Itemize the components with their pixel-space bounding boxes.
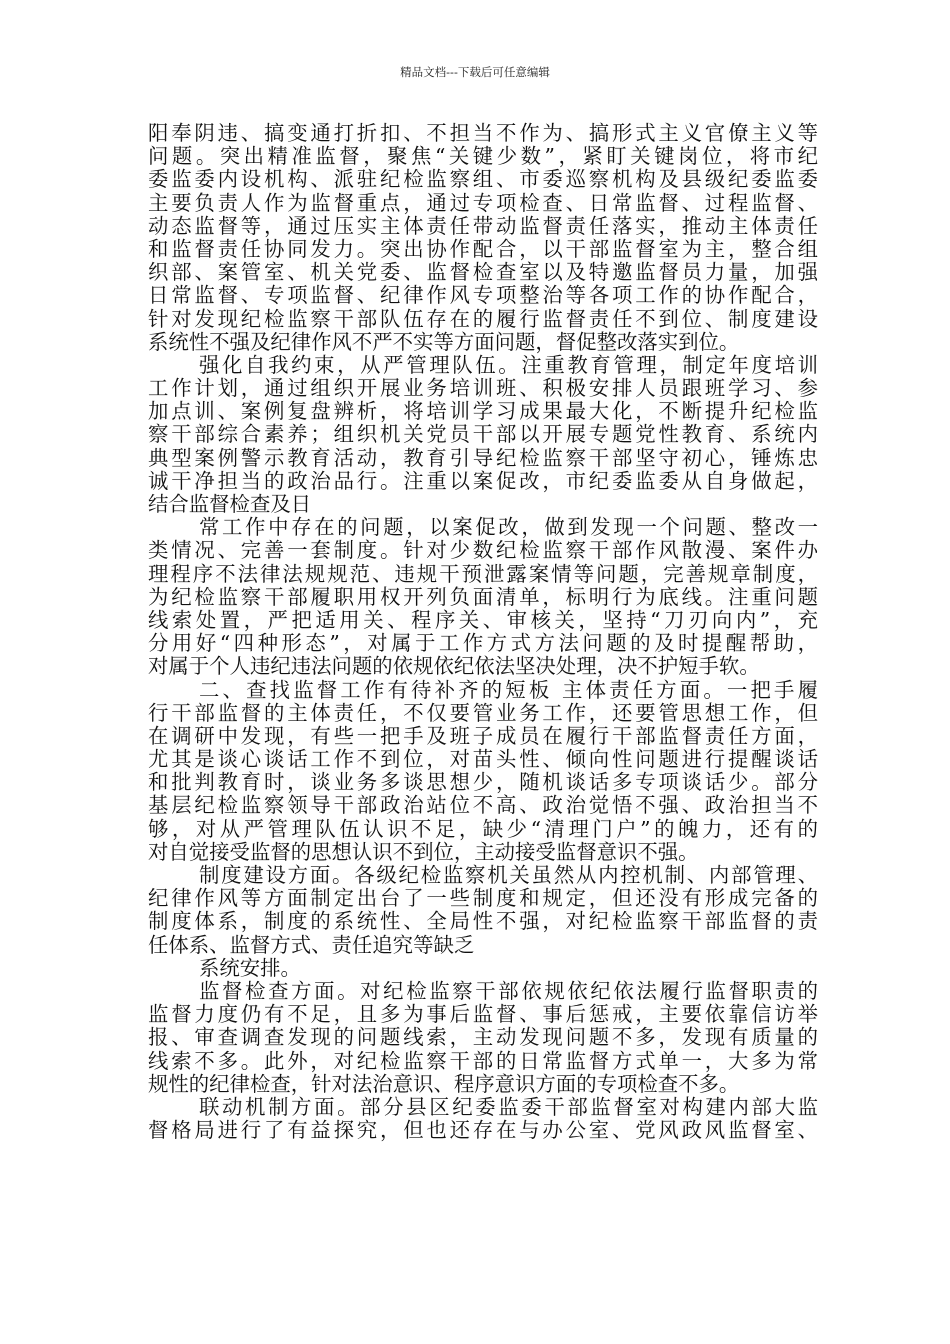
text-line: 在调研中发现，有些一把手及班子成员在履行干部监督责任方面， <box>148 723 818 748</box>
text-line: 联动机制方面。部分县区纪委监委干部监督室对构建内部大监 <box>199 1094 818 1119</box>
text-line: 结合监督检查及日 <box>148 492 312 516</box>
text-line: 对属于个人违纪违法问题的依规依纪依法坚决处理，决不护短手软。 <box>148 654 760 679</box>
text-line: 基层纪检监察领导干部政治站位不高、政治觉悟不强、政治担当不 <box>148 793 818 818</box>
text-line: 动态监督等，通过压实主体责任带动监督责任落实，推动主体责任 <box>148 213 818 238</box>
text-line: 尤其是谈心谈话工作不到位，对苗头性、倾向性问题进行提醒谈话 <box>148 747 818 772</box>
text-line: 分用好“四种形态”，对属于工作方式方法问题的及时提醒帮助， <box>148 631 818 656</box>
text-line: 二、查找监督工作有待补齐的短板 主体责任方面。一把手履 <box>199 677 818 702</box>
text-line: 类情况、完善一套制度。针对少数纪检监察干部作风散漫、案件办 <box>148 538 818 563</box>
text-line: 制度建设方面。各级纪检监察机关虽然从内控机制、内部管理、 <box>199 863 818 887</box>
text-line: 和批判教育时，谈业务多谈思想少，随机谈话多专项谈话少。部分 <box>148 770 818 795</box>
text-line: 察干部综合素养；组织机关党员干部以开展专题党性教育、系统内 <box>148 422 818 447</box>
text-line: 加点训、案例复盘辨析，将培训学习成果最大化，不断提升纪检监 <box>148 399 818 424</box>
text-line: 线索不多。此外，对纪检监察干部的日常监督方式单一，大多为常 <box>148 1048 818 1073</box>
text-line: 报、审查调查发现的问题线索，主动发现问题不多，发现有质量的 <box>148 1025 818 1050</box>
text-line: 和监督责任协同发力。突出协作配合，以干部监督室为主，整合组 <box>148 236 818 261</box>
text-line: 阳奉阴违、搞变通打折扣、不担当不作为、搞形式主义官僚主义等 <box>148 121 818 145</box>
text-line: 针对发现纪检监察干部队伍存在的履行监督责任不到位、制度建设 <box>148 306 818 331</box>
text-line: 系统性不强及纪律作风不严不实等方面问题，督促整改落实到位。 <box>148 329 740 354</box>
text-line: 理程序不法律法规规范、违规干预泄露案情等问题，完善规章制度， <box>148 561 818 586</box>
text-line: 任体系、监督方式、责任追究等缺乏 <box>148 932 475 957</box>
text-line: 工作计划，通过组织开展业务培训班、积极安排人员跟班学习、参 <box>148 376 818 401</box>
text-line: 线索处置，严把适用关、程序关、审核关，坚持“刀刃向内”，充 <box>148 607 818 632</box>
text-line: 常工作中存在的问题，以案促改，做到发现一个问题、整改一 <box>199 515 818 540</box>
page-header: 精品文档---下载后可任意编辑 <box>400 65 550 79</box>
text-line: 问题。突出精准监督，聚焦“关键少数”，紧盯关键岗位，将市纪 <box>148 144 818 169</box>
text-line: 对自觉接受监督的思想认识不到位，主动接受监督意识不强。 <box>148 839 699 864</box>
text-line: 监督力度仍有不足，且多为事后监督、事后惩戒，主要依靠信访举 <box>148 1002 818 1027</box>
document-body <box>148 122 818 1142</box>
text-line: 典型案例警示教育活动，教育引导纪检监察干部坚守初心，锤炼忠 <box>148 445 818 470</box>
text-line: 委监委内设机构、派驻纪检监察组、市委巡察机构及县级纪委监委 <box>148 167 818 192</box>
text-line: 日常监督、专项监督、纪律作风专项整治等各项工作的协作配合， <box>148 283 818 308</box>
text-line: 督格局进行了有益探究，但也还存在与办公室、党风政风监督室、 <box>148 1118 818 1143</box>
text-line: 强化自我约束，从严管理队伍。注重教育管理，制定年度培训 <box>199 352 818 377</box>
text-line: 监督检查方面。对纪检监察干部依规依纪依法履行监督职责的 <box>199 978 818 1003</box>
text-line: 行干部监督的主体责任，不仅要管业务工作，还要管思想工作，但 <box>148 700 818 725</box>
text-line: 够，对从严管理队伍认识不足，缺少“清理门户”的魄力，还有的 <box>148 816 818 841</box>
text-line: 主要负责人作为监督重点，通过专项检查、日常监督、过程监督、 <box>148 190 818 215</box>
text-line: 诚干净担当的政治品行。注重以案促改，市纪委监委从自身做起， <box>148 468 818 493</box>
text-line: 织部、案管室、机关党委、监督检查室以及特邀监督员力量，加强 <box>148 260 818 285</box>
text-line: 制度体系，制度的系统性、全局性不强，对纪检监察干部监督的责 <box>148 909 818 934</box>
text-line: 纪律作风等方面制定出台了一些制度和规定，但还没有形成完备的 <box>148 886 818 911</box>
text-line: 为纪检监察干部履职用权开列负面清单，标明行为底线。注重问题 <box>148 584 818 609</box>
text-line: 规性的纪律检查，针对法治意识、程序意识方面的专项检查不多。 <box>148 1071 740 1096</box>
text-line: 系统安排。 <box>199 955 301 980</box>
